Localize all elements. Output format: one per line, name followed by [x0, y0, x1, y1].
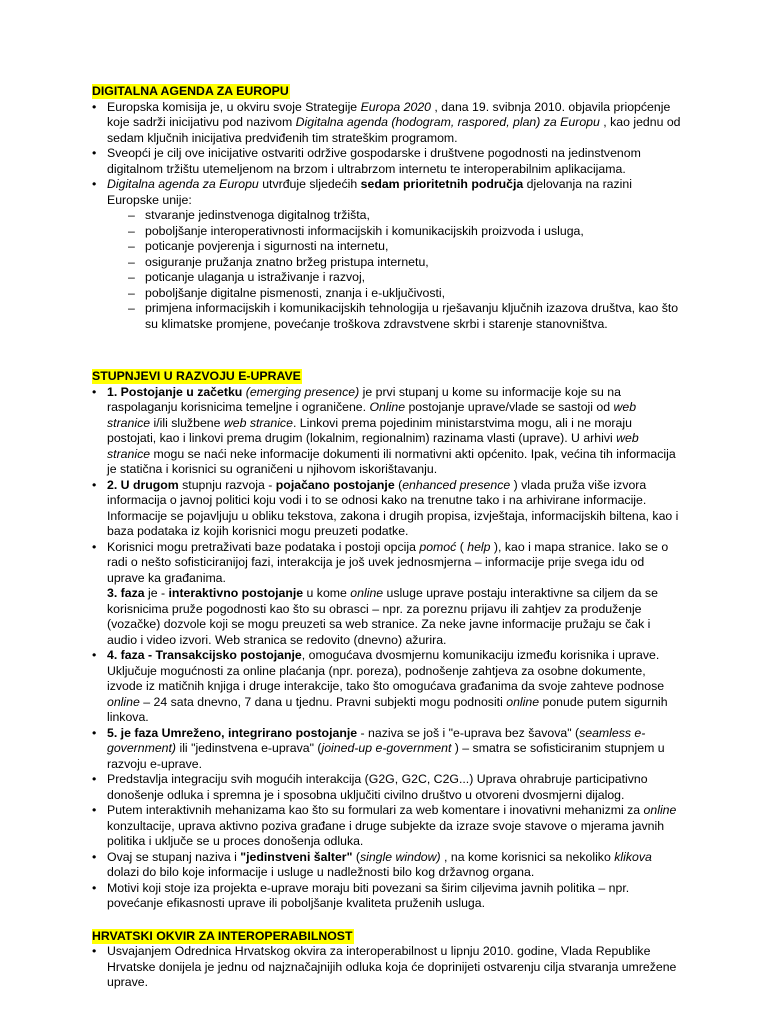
sub-item-text: primjena informacijskih i komunikacijskih tehnologija u rješavanju ključnih izazova društva, kao što su klimatske promjene, povećanje troškova zdravstvene skrbi i starenje stanovništva.	[145, 301, 679, 331]
bold-text: 1. Postojanje u začetku	[107, 384, 243, 399]
sub-list-item	[128, 270, 682, 286]
italic-text: (emerging presence)	[245, 384, 360, 399]
bold-text: 3. faza	[107, 586, 145, 600]
paragraph	[107, 177, 632, 207]
paragraph	[107, 100, 681, 145]
text-run: ponude putem sigurnih linkova.	[107, 694, 668, 724]
section	[92, 369, 682, 912]
bullet-list	[92, 944, 682, 991]
text-run: Motivi koji stoje iza projekta e-uprave moraju biti povezani sa širim ciljevima javnih politika – npr. povećanje efikasnosti uprave ili poboljšanje kvaliteta pruženih usluga.	[107, 880, 630, 910]
bold-text: pojačano postojanje	[275, 477, 395, 492]
italic-text: Digitalna agenda (hodogram, raspored, plan) za Europu	[295, 115, 600, 129]
text-run: Korisnici mogu pretraživati baze podataka i postoji opcija	[107, 539, 420, 554]
bold-text: 5. je faza Umreženo, integrirano postojanje	[107, 725, 358, 740]
section	[92, 929, 682, 991]
paragraph	[107, 540, 668, 585]
bullet-icon: •	[92, 146, 97, 160]
paragraph	[107, 385, 676, 477]
text-run: je prvi stupanj u kome su informacije koje su na raspolaganju korisnicima temeljne i ograničene.	[107, 384, 621, 414]
text-run: . Linkovi prema pojedinim ministarstvima mogu, ali i ne moraju postojati, kao i linkovi prema drugim (lokalnim, regionalnim) razinama vlasti (uprave). U arhivi	[107, 415, 632, 445]
paragraph	[107, 803, 676, 848]
sub-item-text: poboljšanje digitalne pismenosti, znanja i e-uključivosti,	[145, 285, 446, 300]
text-run: (	[394, 477, 403, 492]
dash-icon: –	[128, 285, 135, 300]
section-heading: STUPNJEVI U RAZVOJU E-UPRAVE	[92, 369, 301, 383]
text-run: usluge uprave postaju interaktivne sa ciljem da se korisnicima pruže pogodnosti kao što su obrasci – npr. za poreznu prijavu ili zahtjev za produženje (vozačke) dozvole koji se mogu preuzeti sa web stranice. Za neke javne informacije pružaju se čak i audio i video izvori. Web stranica se redovito (dnevno) ažurira.	[107, 586, 658, 647]
italic-text: pomoć	[419, 539, 457, 554]
sub-list-item	[128, 224, 682, 240]
dash-icon: –	[128, 270, 135, 284]
text-run: ) vlada pruža više izvora informacija o javnoj politici koju vodi i to se odnosi kako na trenutne tako i na arhivirane informacije. Informacije se pojavljuju u obliku tekstova, zakona i drugih propisa, izvještaja, informacijskih biltena, kao i baza podataka iz kojih korisnici mogu preuzeti podatke.	[107, 477, 679, 538]
text-run: ), kao i mapa stranice. Iako se o radi o nešto sofisticiranijoj fazi, interakcija je još uvek jednosmjerna – informacije prije svega idu od uprave ka građanima.	[107, 539, 669, 585]
italic-text: Europa 2020	[360, 99, 432, 114]
text-run: Europska komisija je, u okviru svoje Strategije	[107, 99, 361, 114]
bullet-icon: •	[92, 880, 97, 895]
section-spacer	[92, 332, 682, 369]
paragraph-continuation	[107, 586, 682, 648]
sub-item-text: poticanje povjerenja i sigurnosti na internetu,	[145, 239, 389, 253]
bullet-list	[92, 100, 682, 333]
document-body	[92, 84, 682, 991]
text-run: dolazi do bilo koje informacije i usluge u nadležnosti bilo kog državnog organa.	[107, 865, 535, 879]
text-run: Putem interaktivnih mehanizama kao što su formulari za web komentare i inovativni mehanizmi za	[107, 803, 644, 817]
bullet-icon: •	[92, 849, 97, 864]
italic-text: klikova	[614, 849, 652, 864]
sub-list	[107, 208, 682, 332]
italic-text: online	[350, 586, 384, 600]
text-run: Usvajanjem Odrednica Hrvatskog okvira za interoperabilnost u lipnju 2010. godine, Vlada Republike Hrvatske donijela je jednu od najznačajnijih odluka koja će doprinijeti ostvarenju cilja stvaranja umrežene uprave.	[107, 944, 677, 989]
list-item	[92, 146, 682, 177]
list-item	[92, 850, 682, 881]
text-run: stupnju razvoja -	[178, 477, 276, 492]
sub-item-text: poticanje ulaganja u istraživanje i razvoj,	[145, 270, 366, 284]
sub-list-item	[128, 239, 682, 255]
text-run: - naziva se još i "e-uprava bez šavova" (	[357, 725, 580, 740]
list-item	[92, 803, 682, 850]
text-run: djelovanja na razini Europske unije:	[107, 177, 632, 207]
text-run: u kome	[303, 586, 351, 600]
dash-icon: –	[128, 254, 135, 269]
text-run: , omogućava dvosmjernu komunikaciju između korisnika i uprave. Uključuje mogućnosti za online plaćanja (npr. poreza), podnošenje zahtjeva za osobne dokumente, izvode iz matičnih knjiga i druge interakcije, tako što omogućava građanima da svoje zahteve podnose	[107, 648, 665, 693]
bullet-icon: •	[92, 725, 97, 740]
bullet-icon: •	[92, 648, 97, 662]
sub-list-item	[128, 208, 682, 224]
italic-text: single window)	[359, 849, 441, 864]
sub-item-text: stvaranje jedinstvenoga digitalnog tržišta,	[145, 208, 370, 222]
italic-text: web stranice	[223, 415, 293, 430]
bullet-icon: •	[92, 177, 97, 191]
bold-text: "jedinstveni šalter"	[240, 849, 353, 864]
text-run: , kao jednu od sedam ključnih inicijativa predviđenih tim strateškim programom.	[107, 115, 681, 145]
sub-list-item	[128, 301, 682, 332]
text-run: (	[352, 849, 360, 864]
text-run: je -	[144, 586, 169, 600]
paragraph	[107, 881, 629, 911]
section-heading: HRVATSKI OKVIR ZA INTEROPERABILNOST	[92, 928, 353, 943]
sub-list-item	[128, 255, 682, 271]
bold-text: 4. faza - Transakcijsko postojanje	[107, 648, 302, 662]
paragraph	[107, 772, 648, 802]
bullet-icon: •	[92, 944, 97, 958]
list-item	[92, 944, 682, 991]
text-run: mogu se naći neke informacije dokumenti ili normativni akti općenito. Ipak, većina tih informacija je statična i korisnici su ograničeni u njihovom iskorištavanju.	[107, 446, 676, 476]
italic-text: help	[467, 539, 491, 554]
paragraph	[107, 726, 665, 771]
list-item	[92, 540, 682, 649]
paragraph	[107, 648, 668, 724]
text-run: , dana 19. svibnja 2010. objavila priopćenje koje sadrži inicijativu pod nazivom	[107, 99, 671, 129]
sub-list-item	[128, 286, 682, 302]
text-run: postojanje uprave/vlade se sastoji od	[405, 400, 614, 414]
italic-text: web stranice	[107, 431, 639, 461]
italic-text: enhanced presence	[402, 477, 511, 492]
list-item	[92, 881, 682, 912]
section	[92, 84, 682, 332]
italic-text: Online	[369, 400, 406, 414]
text-run: Ovaj se stupanj naziva i	[107, 849, 241, 864]
text-run: , na kome korisnici sa nekoliko	[440, 849, 615, 864]
list-item	[92, 100, 682, 147]
paragraph	[107, 478, 678, 539]
bold-text: sedam prioritetnih područja	[360, 177, 524, 191]
list-item	[92, 726, 682, 773]
bullet-icon: •	[92, 539, 97, 554]
list-item	[92, 478, 682, 540]
dash-icon: –	[128, 223, 135, 238]
bullet-icon: •	[92, 772, 97, 786]
text-run: konzultacije, uprava aktivno poziva građane i druge subjekte da izraze svoje stavove o mjerama javnih politika i uključe se u proces donošenja odluka.	[107, 818, 665, 848]
paragraph	[107, 944, 676, 989]
bullet-icon: •	[92, 384, 97, 399]
text-run: – 24 sata dnevno, 7 dana u tjednu. Pravni subjekti mogu podnositi	[139, 694, 507, 709]
bullet-icon: •	[92, 477, 97, 492]
paragraph	[107, 146, 641, 176]
italic-text: online	[107, 694, 140, 709]
text-run: utvrđuje sljedećih	[258, 177, 361, 191]
text-run: i/ili službene	[150, 415, 224, 430]
section-heading: DIGITALNA AGENDA ZA EUROPU	[92, 84, 289, 98]
text-run: ili "jedinstvena e-uprava" (	[176, 741, 322, 755]
italic-text: web stranice	[107, 400, 637, 430]
bullet-icon: •	[92, 99, 97, 114]
sub-item-text: poboljšanje interoperativnosti informacijskih i komunikacijskih proizvoda i usluga,	[145, 223, 584, 238]
italic-text: Digitalna agenda za Europu	[107, 177, 259, 191]
sub-item-text: osiguranje pružanja znatno bržeg pristupa internetu,	[145, 254, 429, 269]
text-run: Sveopći je cilj ove inicijative ostvariti održive gospodarske i društvene pogodnosti na jedinstvenom digitalnom tržištu utemeljenom na brzom i ultrabrzom internetu te interoperabilnim aplikacijama.	[107, 146, 641, 176]
list-item	[92, 177, 682, 332]
dash-icon: –	[128, 301, 135, 315]
dash-icon: –	[128, 239, 135, 253]
list-item	[92, 772, 682, 803]
list-item	[92, 648, 682, 726]
italic-text: seamless e-government)	[107, 725, 646, 755]
text-run: ) – smatra se sofisticiranim stupnjem u razvoju e-uprave.	[107, 741, 665, 771]
dash-icon: –	[128, 208, 135, 222]
italic-text: online	[643, 803, 677, 817]
italic-text: joined-up e-government	[321, 741, 452, 755]
paragraph	[107, 850, 652, 880]
bullet-list	[92, 385, 682, 912]
section-spacer	[92, 912, 682, 929]
list-item	[92, 385, 682, 478]
italic-text: online	[506, 694, 540, 709]
bullet-icon: •	[92, 803, 97, 817]
text-run: Predstavlja integraciju svih mogućih interakcija (G2G, G2C, C2G...) Uprava ohrabruje participativno donošenje odluka i spremna je i sposobna uključiti civilno društvo u otvoreni dvosmjerni dijalog.	[107, 772, 648, 802]
bold-text: interaktivno postojanje	[168, 586, 304, 600]
text-run: (	[456, 539, 468, 554]
bold-text: 2. U drugom	[107, 477, 179, 492]
